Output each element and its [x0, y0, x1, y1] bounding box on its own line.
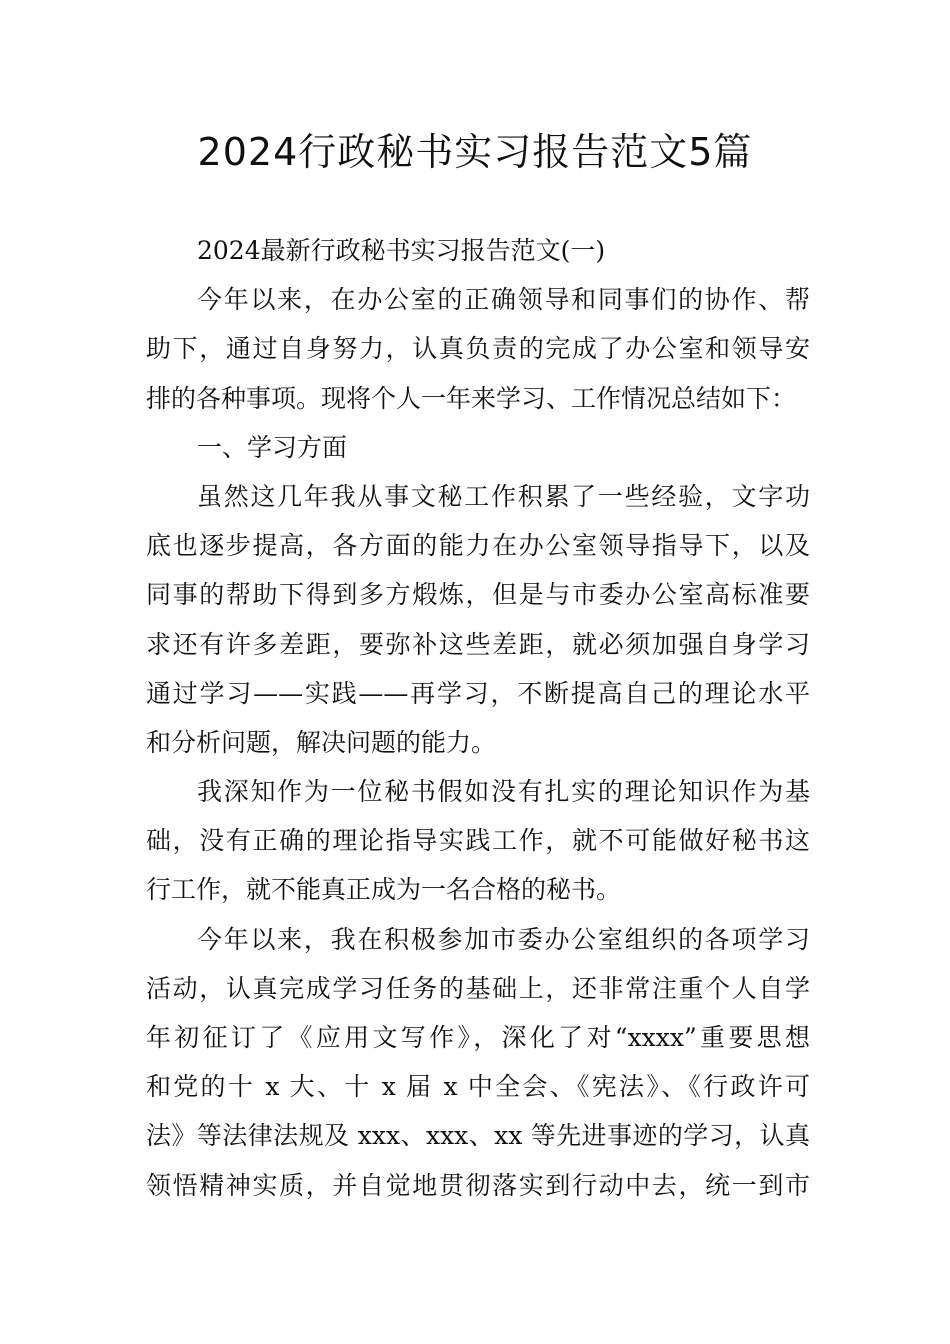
text-line: 底也逐步提高，各方面的能力在办公室领导指导下，以及 [146, 531, 810, 561]
text-line: 虽然这几年我从事文秘工作积累了一些经验，文字功 [197, 481, 810, 511]
text-line: 通过学习——实践——再学习，不断提高自己的理论水平 [146, 678, 810, 708]
text-line: 今年以来，我在积极参加市委办公室组织的各项学习 [197, 924, 810, 954]
document-body [146, 226, 810, 1210]
text-line: 和分析问题，解决问题的能力。 [146, 727, 497, 757]
text-line: 领悟精神实质，并自觉地贯彻落实到行动中去，统一到市 [146, 1170, 810, 1200]
text-line: 活动，认真完成学习任务的基础上，还非常注重个人自学 [146, 973, 810, 1003]
text-line: 法》等法律法规及 xxx、xxx、xx 等先进事迹的学习，认真 [146, 1121, 810, 1151]
text-line: 2024最新行政秘书实习报告范文(一) [197, 236, 606, 265]
text-line: 年初征订了《应用文写作》，深化了对“xxxx”重要思想 [146, 1023, 810, 1052]
text-line: 我深知作为一位秘书假如没有扎实的理论知识作为基 [197, 777, 810, 807]
text-line: 和党的十 x 大、十 x 届 x 中全会、《宪法》、《行政许可 [146, 1072, 810, 1102]
text-line: 助下，通过自身努力，认真负责的完成了办公室和领导安 [146, 334, 810, 364]
text-line: 一、学习方面 [197, 432, 348, 462]
text-line: 同事的帮助下得到多方煅炼，但是与市委办公室高标准要 [146, 580, 810, 610]
text-line: 排的各种事项。现将个人一年来学习、工作情况总结如下： [146, 383, 797, 413]
text-line: 础，没有正确的理论指导实践工作，就不可能做好秘书这 [146, 826, 810, 856]
text-line: 求还有许多差距，要弥补这些差距，就必须加强自身学习 [146, 629, 810, 659]
text-line: 行工作，就不能真正成为一名合格的秘书。 [146, 875, 622, 905]
document-title: 2024行政秘书实习报告范文5篇 [197, 130, 753, 174]
text-line: 今年以来，在办公室的正确领导和同事们的协作、帮 [197, 285, 810, 315]
